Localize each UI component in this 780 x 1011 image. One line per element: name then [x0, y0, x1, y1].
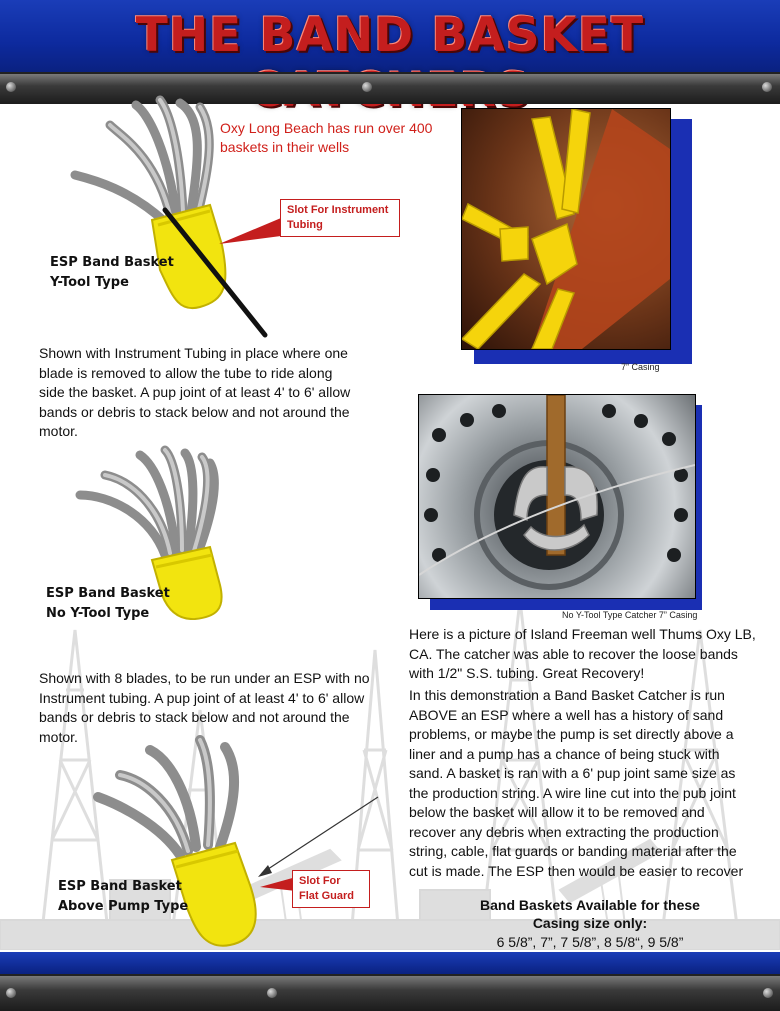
tool-label-no-ytool [46, 584, 170, 624]
photo-caption-no-ytool: No Y-Tool Type Catcher 7” Casing [562, 610, 698, 620]
casing-photo-graphic [462, 109, 670, 349]
callout-instrument-tubing: Slot For Instrument Tubing [280, 199, 400, 237]
island-freeman-photo-graphic [419, 395, 695, 598]
footer-metal-bar [0, 974, 780, 1011]
rivet-icon [362, 82, 372, 92]
rivet-icon [267, 988, 277, 998]
island-freeman-text: Here is a picture of Island Freeman well Thums Oxy LB, CA. The catcher was able to recover the loose bands with 1/2" S.S. tubing. Great Recovery! [409, 626, 756, 681]
island-freeman-photo [418, 394, 696, 599]
tool-label-line2: Y-Tool Type [50, 275, 129, 290]
availability-line2: Casing size only: [532, 915, 648, 931]
availability-heading [405, 896, 775, 932]
callout-arrow-icon [215, 210, 285, 250]
photo-caption-7in-casing: 7” Casing [621, 362, 660, 372]
rivet-icon [762, 82, 772, 92]
rivet-icon [6, 988, 16, 998]
page-title: THE BAND BASKET [135, 8, 645, 63]
casing-sizes: 6 5/8”, 7”, 7 5/8”, 8 5/8“, 9 5/8” [496, 934, 684, 950]
tool-label-line1: ESP Band Basket [46, 586, 170, 601]
tool-label-line2: Above Pump Type [58, 899, 189, 914]
tool-label-line1: ESP Band Basket [58, 879, 182, 894]
oxy-note: Oxy Long Beach has run over 400 baskets in their wells [220, 120, 433, 155]
rivet-icon [6, 82, 16, 92]
rivet-icon [763, 988, 773, 998]
casing-photo [461, 108, 671, 350]
no-ytool-description: Shown with 8 blades, to be run under an ESP with no Instrument tubing. A pup joint of at least 4' to 6' allow bands or debris to stack below and not around the motor. [39, 670, 370, 745]
demonstration-text: In this demonstration a Band Basket Catcher is run ABOVE an ESP where a well has a history of sand problems, or maybe the pump is set directly above a liner and a pump has a chance of being stuck with sand. A basket is ran with a 6' pup joint same size as the production string. A wire line cut into the pub joint below the basket will allow it to be removed and recover any debris when extracting the production string, cable, flat guards or banding material after the cut is made. The ESP then would be easier to recover [409, 687, 744, 879]
ytool-description: Shown with Instrument Tubing in place where one blade is removed to allow the tube to ride along side the basket. A pup joint of at least 4' to 6' allow bands or debris to stack below and not around the motor. [39, 345, 351, 439]
callout-flat-guard: Slot For Flat Guard [292, 870, 370, 908]
tool-label-line1: ESP Band Basket [50, 255, 174, 270]
tool-label-above-pump [58, 877, 188, 917]
tool-label-ytool [50, 253, 174, 293]
availability-line1: Band Baskets Available for these [480, 897, 700, 913]
footer-band [0, 952, 780, 974]
tool-label-line2: No Y-Tool Type [46, 606, 150, 621]
